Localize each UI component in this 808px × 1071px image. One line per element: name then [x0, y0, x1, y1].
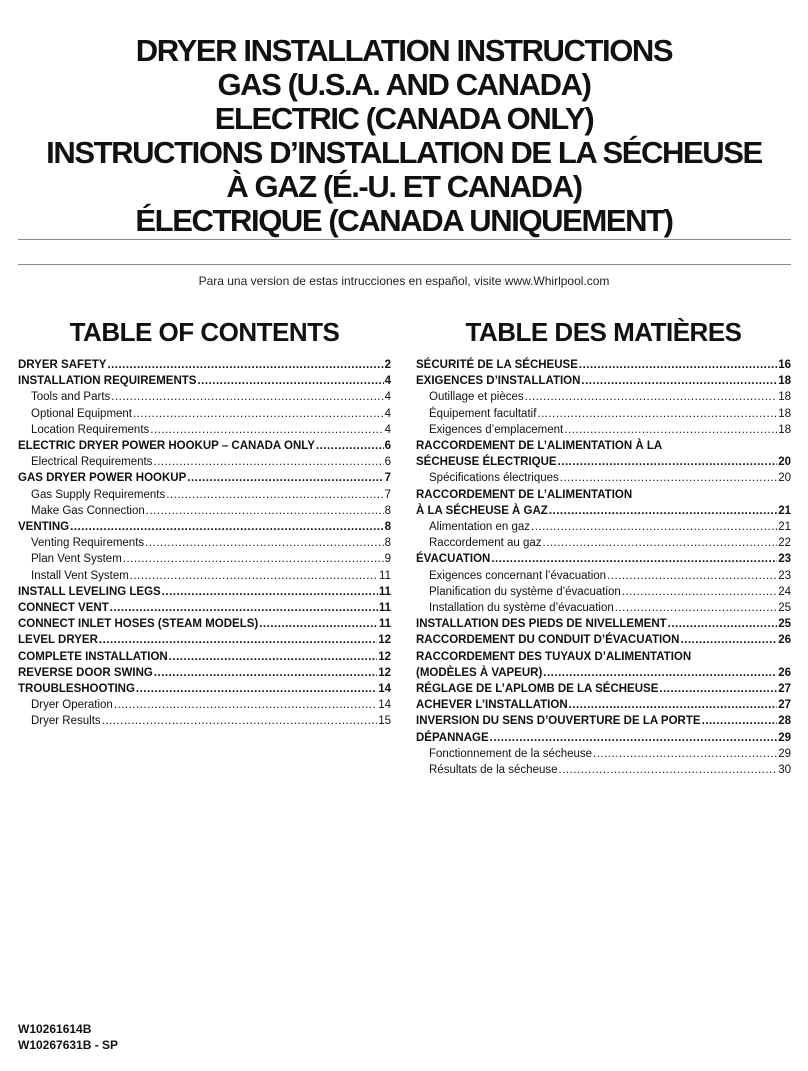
toc-english	[18, 316, 391, 730]
toc-entry[interactable]	[18, 616, 391, 632]
dot-leader	[680, 632, 777, 648]
toc-entry-page-number: 15	[378, 715, 391, 728]
dot-leader	[154, 665, 377, 681]
toc-entry[interactable]	[18, 535, 391, 551]
toc-entry-title: Équipement facultatif	[429, 407, 537, 420]
dot-leader	[114, 697, 377, 713]
dot-leader	[607, 568, 777, 584]
toc-entry[interactable]	[18, 665, 391, 681]
toc-entry[interactable]	[416, 746, 791, 762]
toc-entry-title: Make Gas Connection	[31, 504, 145, 517]
toc-entry-title: DÉPANNAGE	[416, 731, 489, 744]
toc-entry[interactable]	[416, 422, 791, 438]
toc-entry[interactable]	[416, 373, 791, 389]
toc-entry-page-number: 29	[778, 747, 791, 760]
toc-entry-page-number: 4	[384, 391, 391, 404]
dot-leader	[130, 568, 378, 584]
toc-entry-page-number: 4	[384, 407, 391, 420]
dot-leader	[187, 470, 383, 486]
toc-entry-page-number: 2	[384, 359, 391, 371]
dot-leader	[146, 503, 384, 519]
toc-entry-page-number: 25	[778, 602, 791, 615]
toc-entry-page-number: 28	[778, 715, 791, 728]
toc-entry-title: Gas Supply Requirements	[31, 488, 166, 501]
toc-entry[interactable]	[416, 357, 791, 373]
toc-entry-page-number: 11	[378, 585, 391, 598]
toc-entry[interactable]	[18, 681, 391, 697]
toc-entry[interactable]	[18, 551, 391, 567]
toc-entry-page-number: 23	[778, 553, 791, 566]
toc-entry-title: ELECTRIC DRYER POWER HOOKUP – CANADA ONLY	[18, 440, 315, 453]
dot-leader	[136, 681, 377, 697]
toc-entry-title: Tools and Parts	[31, 391, 111, 404]
toc-entry-page-number: 11	[378, 602, 391, 615]
title-line: INSTRUCTIONS D’INSTALLATION DE LA SÉCHEUSE	[46, 135, 762, 170]
toc-entry[interactable]	[18, 438, 391, 454]
toc-entry-title: INSTALLATION REQUIREMENTS	[18, 375, 197, 388]
title-line: DRYER INSTALLATION INSTRUCTIONS	[135, 33, 673, 68]
toc-entry-title: Venting Requirements	[31, 537, 145, 550]
toc-entry-page-number: 22	[778, 537, 791, 550]
toc-entry-title: GAS DRYER POWER HOOKUP	[18, 472, 187, 485]
dot-leader	[133, 406, 384, 422]
dot-leader	[702, 713, 778, 729]
toc-entry-page-number: 16	[778, 359, 791, 371]
dot-leader	[102, 713, 378, 729]
toc-entry[interactable]	[416, 713, 791, 729]
toc-entry-page-number: 18	[778, 375, 791, 388]
dot-leader	[564, 422, 777, 438]
dot-leader	[593, 746, 777, 762]
toc-entry-page-number: 30	[778, 764, 791, 777]
dot-leader	[581, 373, 777, 389]
toc-entry-title: ACHEVER L’INSTALLATION	[416, 699, 568, 712]
dot-leader	[70, 519, 383, 535]
dot-leader	[543, 535, 778, 551]
toc-heading-english: TABLE OF CONTENTS	[69, 317, 340, 347]
spanish-version-note: Para una version de estas intrucciones en español, visite www.Whirlpool.com	[198, 274, 610, 288]
toc-entry-page-number: 7	[384, 488, 391, 501]
toc-entry-title: Dryer Results	[31, 715, 101, 728]
dot-leader	[559, 762, 778, 778]
dot-leader	[99, 632, 377, 648]
toc-entry-title: Exigences concernant l’évacuation	[429, 569, 607, 582]
toc-entry-page-number: 14	[378, 699, 391, 712]
title-line: À GAZ (É.-U. ET CANADA)	[226, 169, 582, 204]
toc-entry-page-number: 11	[378, 618, 391, 631]
toc-entry[interactable]	[416, 503, 791, 519]
toc-entry-page-number: 4	[384, 375, 391, 388]
dot-leader	[150, 422, 383, 438]
toc-entry[interactable]	[416, 600, 791, 616]
dot-leader	[615, 600, 777, 616]
toc-entry-title: Location Requirements	[31, 423, 150, 436]
toc-entry-page-number: 27	[778, 683, 791, 696]
toc-entry-page-number: 21	[778, 504, 791, 517]
toc-entry-title: Outillage et pièces	[429, 391, 524, 404]
toc-entry-title-line: RACCORDEMENT DE L’ALIMENTATION À LA	[416, 440, 663, 453]
toc-entry-page-number: 4	[384, 423, 391, 436]
dot-leader	[531, 519, 777, 535]
toc-entry-title: Electrical Requirements	[31, 456, 153, 469]
toc-entry-page-number: 8	[384, 504, 391, 517]
toc-entry[interactable]	[18, 357, 391, 373]
toc-entry-page-number: 9	[384, 553, 391, 566]
dot-leader	[197, 373, 383, 389]
toc-entry[interactable]	[416, 632, 791, 648]
toc-entry[interactable]	[416, 535, 791, 551]
toc-entry[interactable]	[18, 519, 391, 535]
toc-entry[interactable]	[416, 762, 791, 778]
dot-leader	[123, 551, 384, 567]
toc-entry-page-number: 12	[378, 650, 391, 663]
toc-entry-title: RACCORDEMENT DU CONDUIT D’ÉVACUATION	[416, 634, 680, 647]
dot-leader	[659, 681, 777, 697]
toc-entry-page-number: 12	[378, 666, 391, 679]
toc-entry-page-number: 6	[384, 440, 391, 453]
toc-entry-title: Fonctionnement de la sécheuse	[429, 747, 593, 760]
toc-entry[interactable]	[18, 373, 391, 389]
toc-entry-title: CONNECT INLET HOSES (STEAM MODELS)	[18, 618, 259, 631]
toc-french	[416, 316, 791, 778]
dot-leader	[549, 503, 777, 519]
toc-entry-page-number: 26	[778, 666, 791, 679]
toc-entry[interactable]	[18, 487, 391, 503]
dot-leader	[166, 487, 383, 503]
toc-entry[interactable]	[18, 470, 391, 486]
toc-entry-title: Résultats de la sécheuse	[429, 764, 558, 777]
toc-entry-title: INSTALL LEVELING LEGS	[18, 585, 161, 598]
part-number-spanish: W10267631B - SP	[18, 1038, 119, 1052]
dot-leader	[110, 600, 378, 616]
dot-leader	[622, 584, 777, 600]
title-line: ELECTRIC (CANADA ONLY)	[214, 101, 594, 136]
toc-entry-page-number: 18	[778, 407, 791, 420]
toc-entry-title: Planification du système d’évacuation	[429, 585, 621, 598]
toc-entry-title: DRYER SAFETY	[18, 359, 107, 371]
toc-entry-page-number: 14	[378, 683, 391, 696]
toc-entry-page-number: 20	[778, 472, 791, 485]
toc-entry-title: INVERSION DU SENS D’OUVERTURE DE LA PORTE	[416, 715, 701, 728]
toc-entry[interactable]	[416, 616, 791, 632]
toc-entry-page-number: 18	[778, 391, 791, 404]
toc-entry-page-number: 20	[778, 456, 791, 469]
toc-entry-title: Alimentation en gaz	[429, 521, 531, 534]
dot-leader	[162, 584, 378, 600]
dot-leader	[111, 389, 383, 405]
dot-leader	[153, 454, 383, 470]
toc-entry-page-number: 23	[778, 569, 791, 582]
toc-entry-page-number: 11	[379, 569, 391, 582]
dot-leader	[259, 616, 378, 632]
toc-entry-page-number: 8	[384, 521, 391, 534]
toc-entry-page-number: 7	[384, 472, 391, 485]
dot-leader	[169, 649, 378, 665]
dot-leader	[107, 357, 383, 373]
toc-entry-title: REVERSE DOOR SWING	[18, 666, 153, 679]
toc-entry-title: Exigences d’emplacement	[429, 423, 564, 436]
toc-entry-title: Spécifications électriques	[429, 472, 559, 485]
dot-leader	[668, 616, 778, 632]
toc-entry-title: (MODÈLES À VAPEUR)	[416, 666, 543, 679]
toc-entry-page-number: 8	[384, 537, 391, 550]
toc-entry-title: À LA SÉCHEUSE À GAZ	[416, 504, 548, 517]
toc-entry[interactable]	[416, 389, 791, 405]
toc-entry-title: SÉCHEUSE ÉLECTRIQUE	[416, 456, 557, 469]
toc-entry-page-number: 24	[778, 585, 791, 598]
toc-entry-title: CONNECT VENT	[18, 602, 109, 615]
toc-entry-title: INSTALLATION DES PIEDS DE NIVELLEMENT	[416, 618, 667, 631]
toc-entry[interactable]	[416, 551, 791, 567]
toc-entry-title: Installation du système d’évacuation	[429, 602, 614, 615]
toc-entry[interactable]	[18, 600, 391, 616]
toc-entry-title: Optional Equipment	[31, 407, 133, 420]
toc-entry[interactable]	[18, 389, 391, 405]
dot-leader	[145, 535, 383, 551]
toc-entry-page-number: 26	[778, 634, 791, 647]
dot-leader	[525, 389, 778, 405]
toc-entry[interactable]	[416, 454, 791, 470]
toc-entry[interactable]	[18, 632, 391, 648]
dot-leader	[537, 406, 777, 422]
toc-entry-page-number: 27	[778, 699, 791, 712]
toc-entry[interactable]	[18, 422, 391, 438]
toc-entry-title: Dryer Operation	[31, 699, 113, 712]
title-line: GAS (U.S.A. AND CANADA)	[217, 67, 591, 102]
toc-entry-title: EXIGENCES D’INSTALLATION	[416, 375, 581, 388]
toc-entry-page-number: 21	[778, 521, 791, 534]
toc-entry[interactable]	[416, 665, 791, 681]
toc-entry[interactable]	[18, 713, 391, 729]
document-part-numbers	[18, 1021, 118, 1053]
toc-entry-title: Raccordement au gaz	[429, 537, 542, 550]
toc-entry-page-number: 29	[778, 731, 791, 744]
toc-entry[interactable]	[18, 697, 391, 713]
toc-entry[interactable]	[18, 584, 391, 600]
toc-entry[interactable]	[416, 568, 791, 584]
toc-entry[interactable]	[416, 519, 791, 535]
toc-entry[interactable]	[416, 681, 791, 697]
toc-entry-page-number: 12	[378, 634, 391, 647]
toc-heading-french: TABLE DES MATIÈRES	[465, 317, 742, 347]
toc-english-list	[18, 357, 391, 730]
dot-leader	[560, 470, 777, 486]
toc-entry-title-line: RACCORDEMENT DES TUYAUX D’ALIMENTATION	[416, 650, 692, 663]
toc-entry-title: COMPLETE INSTALLATION	[18, 650, 168, 663]
divider-top	[18, 239, 791, 240]
toc-entry-title: SÉCURITÉ DE LA SÉCHEUSE	[416, 359, 578, 371]
dot-leader	[579, 357, 777, 373]
toc-entry-title: LEVEL DRYER	[18, 634, 98, 647]
toc-entry-title: VENTING	[18, 521, 70, 534]
divider-bottom	[18, 264, 791, 265]
document-title	[0, 34, 808, 238]
title-line: ÉLECTRIQUE (CANADA UNIQUEMENT)	[135, 203, 673, 238]
toc-entry[interactable]	[416, 697, 791, 713]
toc-entry-title: Install Vent System	[31, 569, 129, 582]
toc-entry[interactable]	[18, 503, 391, 519]
dot-leader	[569, 697, 778, 713]
toc-entry-title: Plan Vent System	[31, 553, 122, 566]
toc-entry-page-number: 18	[778, 423, 791, 436]
toc-entry-title: TROUBLESHOOTING	[18, 683, 135, 696]
part-number: W10261614B	[18, 1022, 92, 1036]
toc-entry[interactable]	[18, 649, 391, 665]
dot-leader	[543, 665, 777, 681]
dot-leader	[491, 551, 777, 567]
toc-french-list	[416, 357, 791, 778]
toc-entry[interactable]	[18, 454, 391, 470]
toc-entry-page-number: 6	[384, 456, 391, 469]
toc-entry[interactable]	[18, 568, 391, 584]
toc-entry[interactable]	[416, 406, 791, 422]
toc-entry-title-line: RACCORDEMENT DE L’ALIMENTATION	[416, 488, 633, 501]
dot-leader	[558, 454, 778, 470]
dot-leader	[490, 730, 778, 746]
toc-entry-title: ÉVACUATION	[416, 553, 491, 566]
toc-entry[interactable]	[18, 406, 391, 422]
toc-entry-page-number: 25	[778, 618, 791, 631]
dot-leader	[316, 438, 384, 454]
toc-entry[interactable]	[416, 470, 791, 486]
toc-entry[interactable]	[416, 584, 791, 600]
toc-entry[interactable]	[416, 730, 791, 746]
toc-entry-title: RÉGLAGE DE L’APLOMB DE LA SÉCHEUSE	[416, 683, 659, 696]
